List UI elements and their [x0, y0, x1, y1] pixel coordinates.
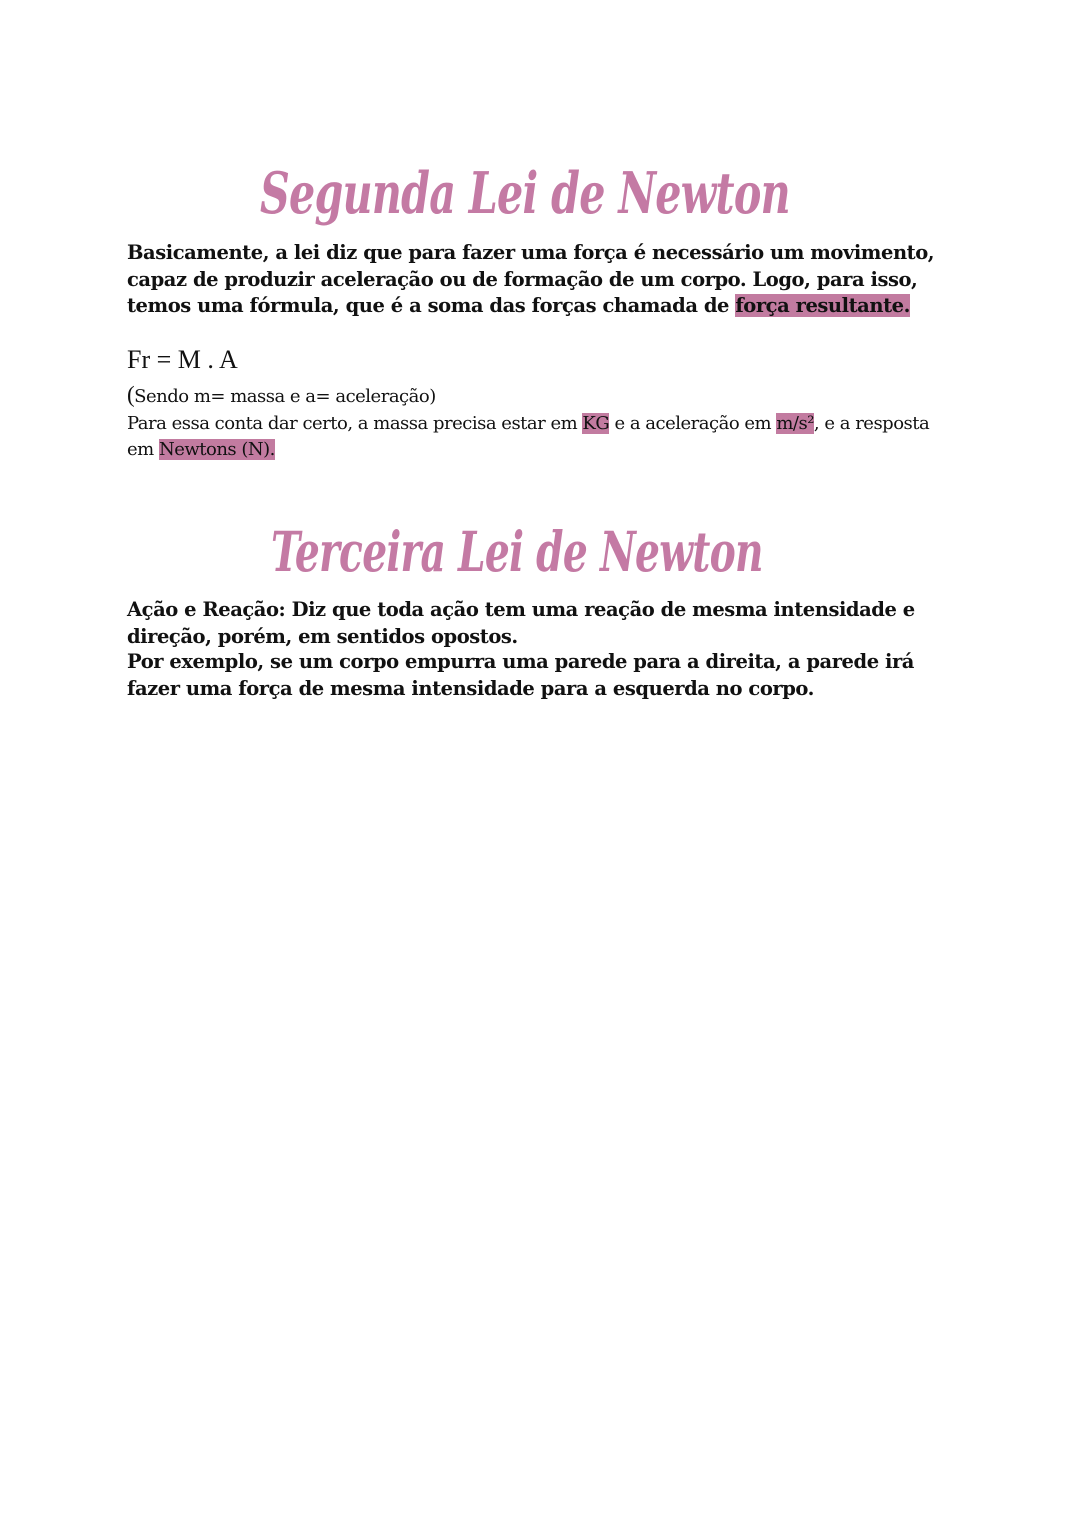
formula-note [127, 382, 436, 410]
intro-line-3: temos uma fórmula, que é a soma das forças chamada de [127, 294, 736, 317]
units-text-2: e a aceleração em [609, 413, 777, 434]
third-para1-line-2: direção, porém, em sentidos opostos. [127, 624, 518, 648]
third-law-paragraph-2 [127, 649, 914, 702]
intro-line-2: capaz de produzir aceleração ou de formação de um corpo. Logo, para isso, [127, 267, 918, 291]
note-text: Sendo m= massa e a= aceleração) [134, 386, 436, 407]
units-text-1: Para essa conta dar certo, a massa precisa estar em [127, 413, 583, 434]
third-para1-line-1: Ação e Reação: Diz que toda ação tem uma reação de mesma intensidade e [127, 598, 915, 621]
second-law-intro [127, 240, 934, 320]
highlight-ms2: m/s² [776, 413, 814, 434]
third-law-paragraph-1 [127, 597, 915, 650]
units-text-3: , e a resposta [813, 413, 930, 434]
highlight-forca-resultante: força resultante. [735, 294, 910, 317]
third-law-title: Terceira Lei de Newton [271, 519, 763, 584]
intro-line-1: Basicamente, a lei diz que para fazer uma força é necessário um movimento, [127, 241, 935, 264]
highlight-newtons: Newtons (N). [158, 439, 275, 460]
third-para2-line-2: fazer uma força de mesma intensidade para a esquerda no corpo. [127, 676, 814, 700]
formula: Fr = M . A [127, 345, 238, 374]
third-para2-line-1: Por exemplo, se um corpo empurra uma parede para a direita, a parede irá [127, 650, 914, 673]
units-text-4: em [127, 439, 159, 460]
second-law-title: Segunda Lei de Newton [260, 160, 790, 227]
note-open-paren: ( [127, 382, 135, 407]
units-paragraph [127, 411, 929, 463]
highlight-kg: KG [582, 413, 610, 434]
